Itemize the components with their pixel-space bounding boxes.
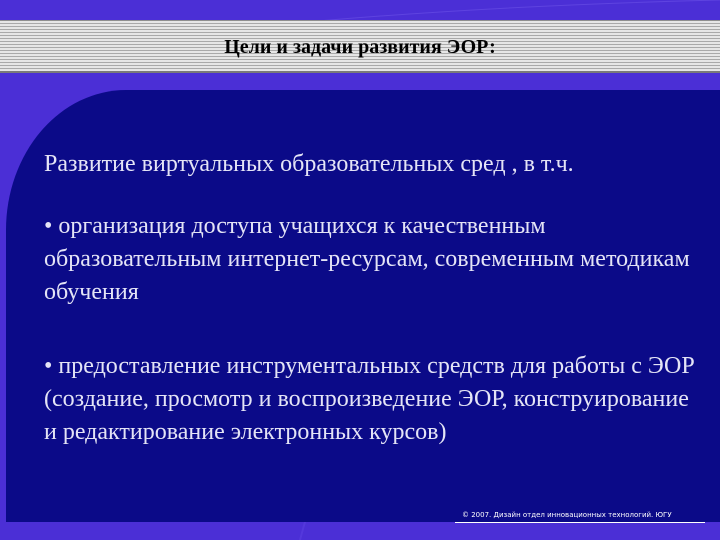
slide-body	[44, 148, 706, 449]
footer-divider	[455, 522, 705, 523]
bullet-tools: • предоставление инструментальных средств для работы с ЭОР (создание, просмотр и воспроизведение ЭОР, конструирование и редактирование электронных курсов)	[44, 353, 695, 445]
copyright-footer: © 2007. Дизайн отдел инновационных технологий. ЮГУ	[462, 511, 672, 519]
bullet-access: • организация доступа учащихся к качественным образовательным интернет-ресурсам, современным методикам обучения	[44, 213, 690, 305]
intro-paragraph: Развитие виртуальных образовательных сред , в т.ч.	[44, 151, 574, 177]
slide-title: Цели и задачи развития ЭОР:	[224, 36, 496, 58]
title-bar	[0, 20, 720, 73]
